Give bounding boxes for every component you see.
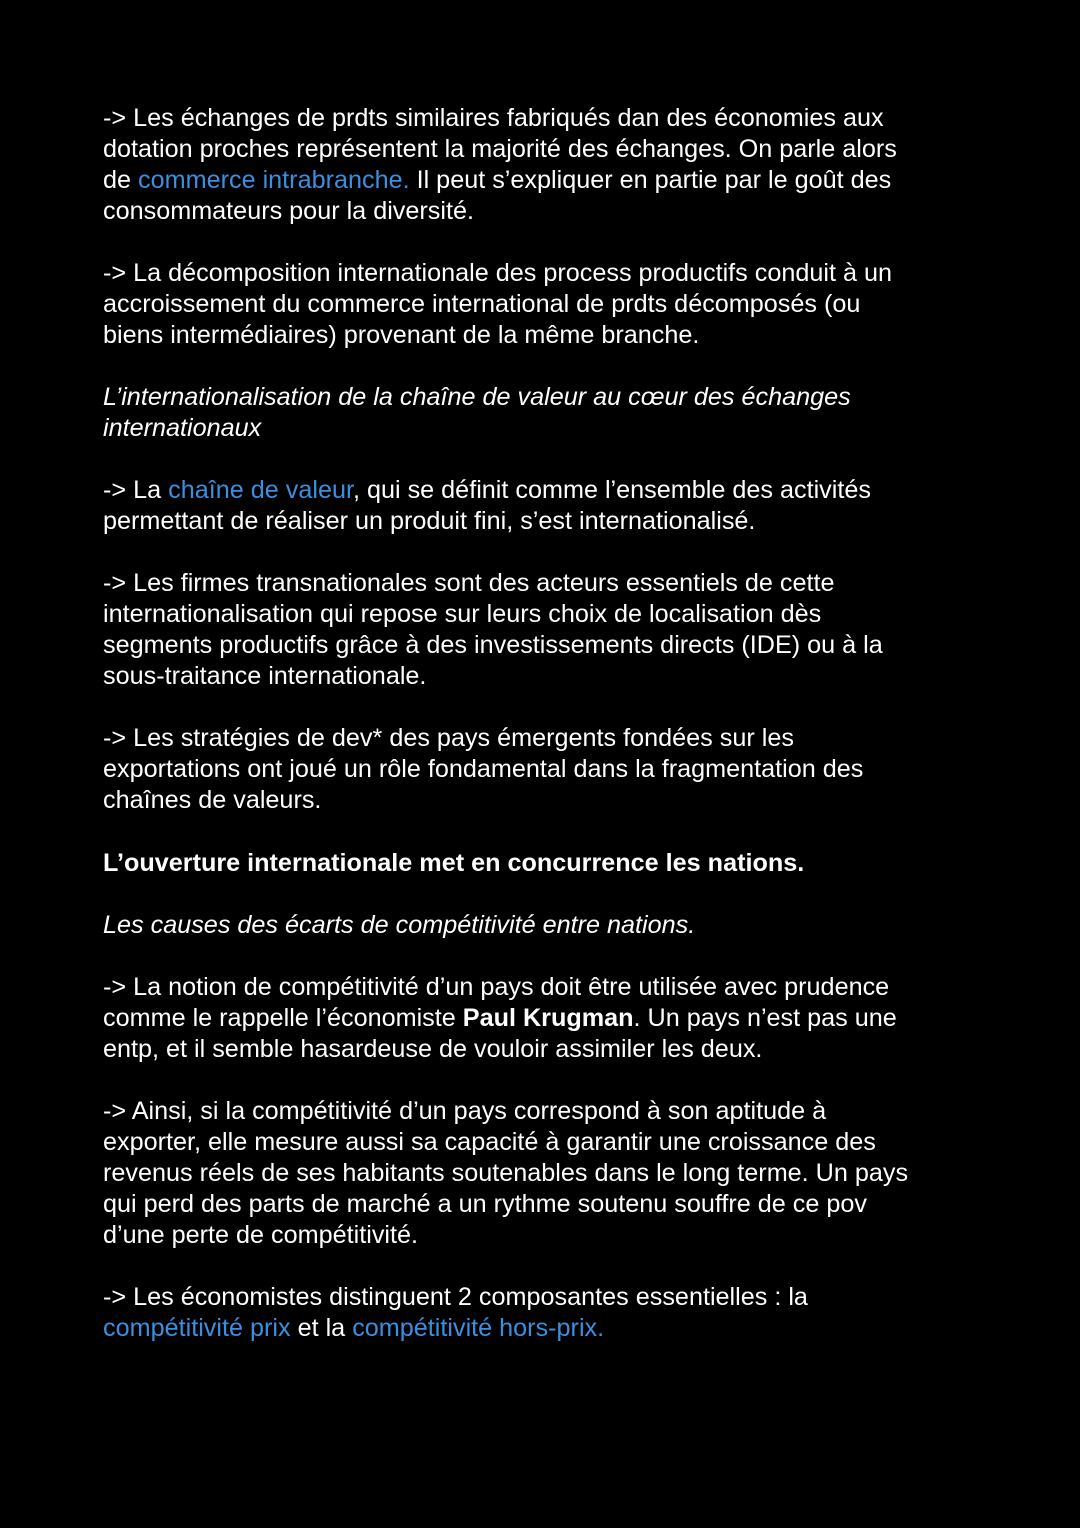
paragraph-intra-industry-trade [103,103,1003,227]
text-fragment: Il peut s’expliquer en partie par le goût des [409,166,892,194]
text-line: internationalisation qui repose sur leurs choix de localisation dès [103,600,822,628]
text-fragment: de [103,166,139,194]
text-line: accroissement du commerce international de prdts décomposés (ou [103,290,861,318]
text-line: revenus réels de ses habitants soutenables dans le long terme. Un pays [103,1159,909,1187]
text-line: dotation proches représentent la majorité des échanges. On parle alors [103,135,897,163]
highlighted-term-commerce-intrabranche: commerce intrabranche. [138,166,410,194]
text-line: -> La notion de compétitivité d’un pays doit être utilisée avec prudence [103,973,890,1001]
text-line: -> Les stratégies de dev* des pays émergents fondées sur les [103,724,794,752]
highlighted-term-competitivite-prix: compétitivité prix [103,1314,291,1342]
subheading-value-chain [103,382,1003,444]
text-line: segments productifs grâce à des investissements directs (IDE) ou à la [103,631,883,659]
text-line: d’une perte de compétitivité. [103,1221,419,1249]
text-line [103,475,1003,506]
text-line: Les causes des écarts de compétitivité entre nations. [103,911,696,939]
text-fragment: et la [290,1314,353,1342]
text-line: -> La décomposition internationale des process productifs conduit à un [103,259,892,287]
text-line: internationaux [103,414,262,442]
text-line: L’internationalisation de la chaîne de valeur au cœur des échanges [103,383,851,411]
text-line [103,1003,1003,1034]
text-fragment: . Un pays n’est pas une [633,1004,897,1032]
subheading-competitiveness-causes [103,910,1003,941]
text-line: chaînes de valeurs. [103,786,322,814]
section-heading [103,848,1003,879]
document-page [103,103,1003,1375]
paragraph-competitiveness-components [103,1282,1003,1344]
section-heading-text: L’ouverture internationale met en concurrence les nations. [103,849,805,877]
highlighted-term-chaine-de-valeur: chaîne de valeur [168,476,353,504]
text-line: -> Les firmes transnationales sont des acteurs essentiels de cette [103,569,835,597]
paragraph-value-chain-definition [103,475,1003,537]
highlighted-term-competitivite-hors-prix: compétitivité hors-prix. [352,1314,605,1342]
text-line: entp, et il semble hasardeuse de vouloir assimiler les deux. [103,1035,763,1063]
paragraph-krugman [103,972,1003,1065]
text-line: biens intermédiaires) provenant de la même branche. [103,321,700,349]
text-line: exporter, elle mesure aussi sa capacité à garantir une croissance des [103,1128,876,1156]
bold-name-paul-krugman: Paul Krugman [462,1004,634,1032]
text-line: qui perd des parts de marché a un rythme soutenu souffre de ce pov [103,1190,868,1218]
text-fragment: -> La [103,476,169,504]
paragraph-transnational-firms [103,568,1003,692]
text-fragment: comme le rappelle l’économiste [103,1004,463,1032]
text-line [103,1313,1003,1344]
text-line: sous-traitance internationale. [103,662,427,690]
paragraph-process-decomposition [103,258,1003,351]
text-line: -> Ainsi, si la compétitivité d’un pays correspond à son aptitude à [103,1097,827,1125]
paragraph-emerging-countries [103,723,1003,816]
text-line [103,165,1003,196]
paragraph-export-aptitude [103,1096,1003,1251]
text-line: permettant de réaliser un produit fini, s’est internationalisé. [103,507,756,535]
text-line: exportations ont joué un rôle fondamental dans la fragmentation des [103,755,864,783]
text-line: consommateurs pour la diversité. [103,197,474,225]
text-fragment: , qui se définit comme l’ensemble des activités [352,476,871,504]
text-line: -> Les échanges de prdts similaires fabriqués dan des économies aux [103,104,884,132]
text-line: -> Les économistes distinguent 2 composantes essentielles : la [103,1283,808,1311]
